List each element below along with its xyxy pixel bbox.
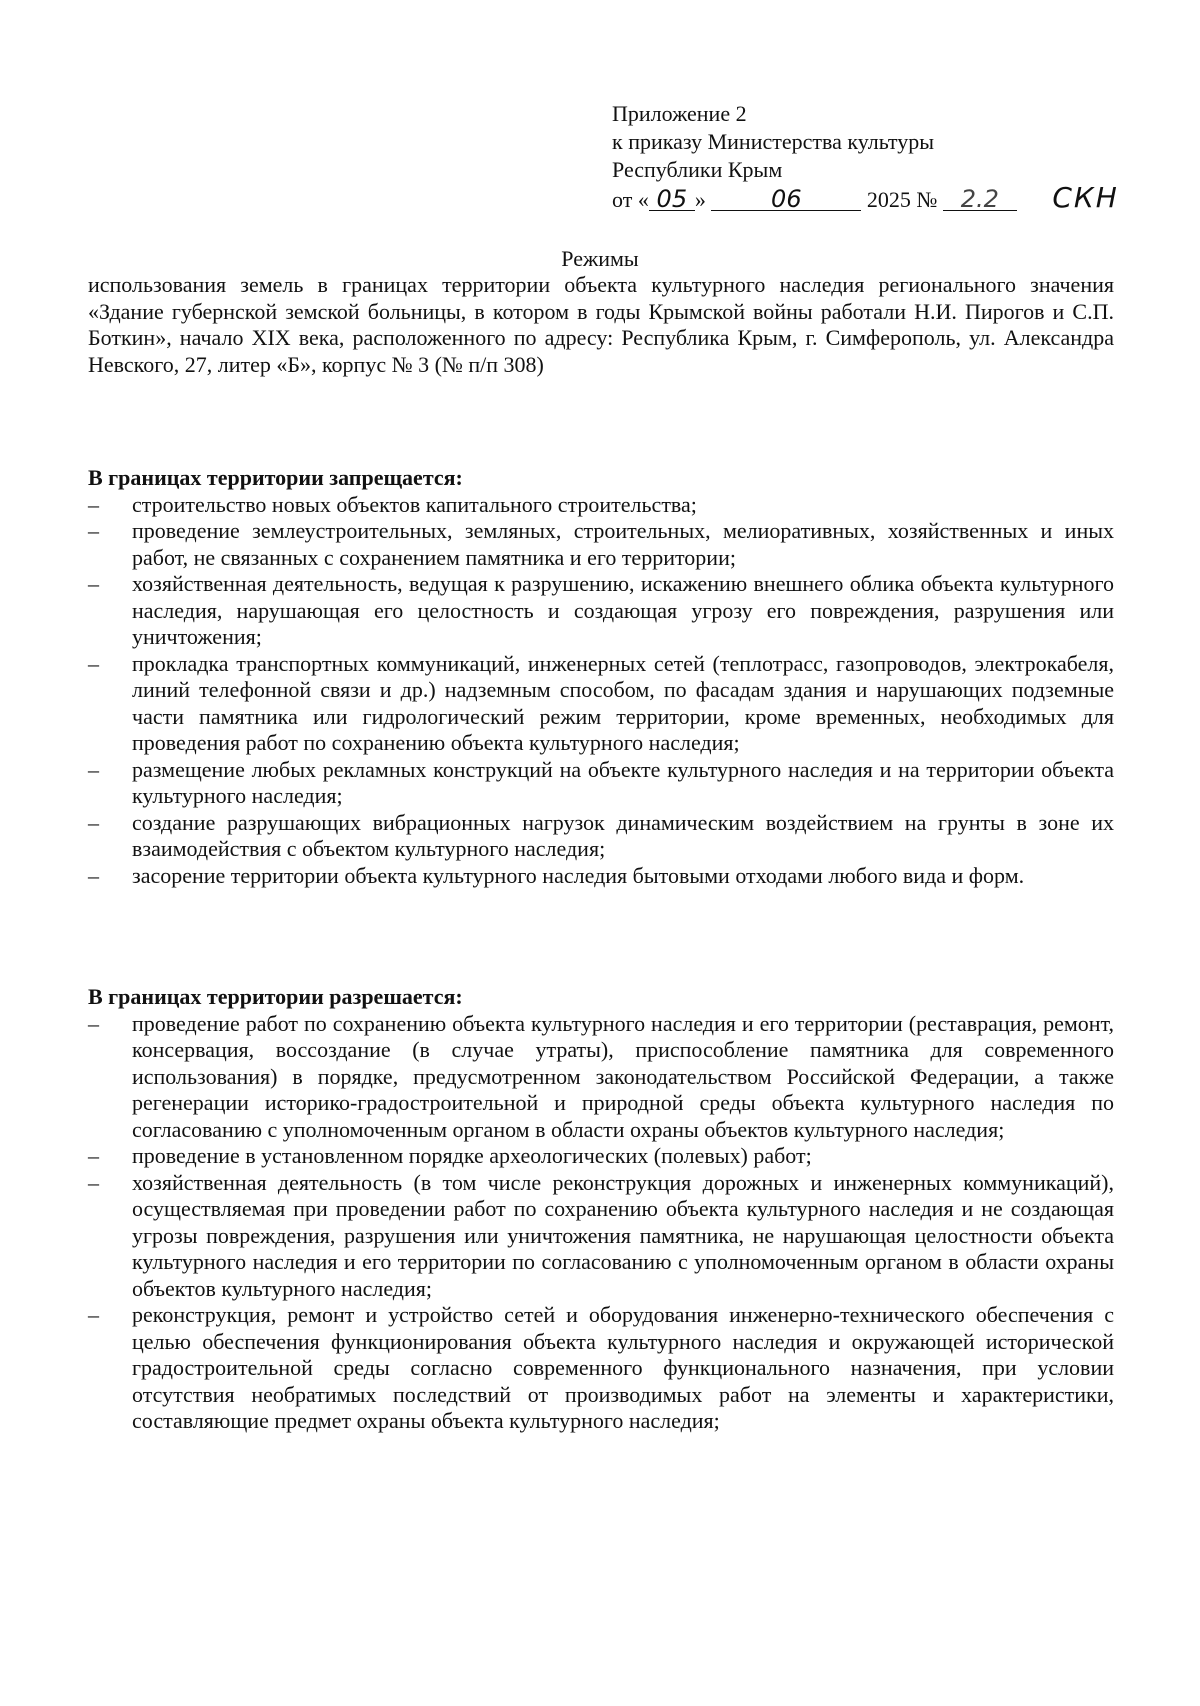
list-item-text: проведение землеустроительных, земляных, строительных, мелиоративных, хозяйственных и иных работ, не связанных с сохранением памятника и его территории; xyxy=(132,518,1114,570)
order-number-handwritten: 2.2 xyxy=(943,188,1017,211)
prohibited-heading: В границах территории запрещается: xyxy=(88,465,463,490)
dash-bullet: – xyxy=(88,491,99,517)
list-item-text: строительство новых объектов капитального строительства; xyxy=(132,491,697,517)
appendix-header xyxy=(612,100,1119,214)
list-item xyxy=(88,518,1114,571)
dash-bullet: – xyxy=(88,862,99,888)
list-item-text: прокладка транспортных коммуникаций, инженерных сетей (теплотрасс, газопроводов, электрокабеля, линий телефонной связи и др.) надземным способом, по фасадам здания и нарушающих подземные части памятника или гидрологический режим территории, кроме временных, необходимых для проведения работ по сохранению объекта культурного наследия; xyxy=(132,650,1114,755)
appendix-line-1: Приложение 2 xyxy=(612,101,747,126)
list-item xyxy=(88,571,1114,651)
dash-bullet: – xyxy=(88,650,99,676)
date-prefix: от « xyxy=(612,187,649,212)
appendix-line-2: к приказу Министерства культуры xyxy=(612,129,935,154)
list-item-text: засорение территории объекта культурного наследия бытовыми отходами любого вида и форм. xyxy=(132,862,1025,888)
list-item-text: реконструкция, ремонт и устройство сетей и оборудования инженерно-технического обеспечения с целью обеспечения функционирования объекта культурного наследия и окружающей исторической градостроительной среды согласно современного функционального назначения, при условии отсутствия необратимых последствий от производимых работ на элементы и характеристики, составляющие предмет охраны объекта культурного наследия; xyxy=(132,1302,1114,1433)
dash-bullet: – xyxy=(88,809,99,835)
dash-bullet: – xyxy=(88,571,99,596)
date-day-handwritten: 05 xyxy=(649,188,695,211)
prohibited-section xyxy=(88,465,1114,889)
list-item xyxy=(88,1143,1114,1170)
list-item-text: создание разрушающих вибрационных нагрузок динамическим воздействием на грунты в зоне их взаимодействия с объектом культурного наследия; xyxy=(132,809,1114,861)
permitted-heading: В границах территории разрешается: xyxy=(88,984,463,1009)
dash-bullet: – xyxy=(88,756,99,782)
list-item xyxy=(88,863,1114,890)
date-month-handwritten: 06 xyxy=(711,188,861,211)
list-item xyxy=(88,810,1114,863)
dash-bullet: – xyxy=(88,1010,99,1036)
list-item-text: хозяйственная деятельность, ведущая к разрушению, искажению внешнего облика объекта культурного наследия, нарушающая его целостность и создающая угрозу его повреждения, разрушения или уничтожения; xyxy=(132,571,1114,649)
list-item xyxy=(88,651,1114,757)
list-item xyxy=(88,1302,1114,1435)
document-title: Режимы xyxy=(561,246,639,271)
prohibited-list xyxy=(88,492,1114,890)
order-number-suffix: СКН xyxy=(1052,181,1119,214)
order-date-line xyxy=(612,181,1119,214)
list-item xyxy=(88,1011,1114,1144)
intro-paragraph: использования земель в границах территории объекта культурного наследия регионального значения «Здание губернской земской больницы, в котором в годы Крымской войны работали Н.И. Пирогов и С.П. Боткин», начало XIX века, расположенного по адресу: Республика Крым, г. Симферополь, ул. Александра Невского, 27, литер «Б», корпус № 3 (№ п/п 308) xyxy=(88,272,1114,377)
list-item xyxy=(88,492,1114,519)
list-item xyxy=(88,757,1114,810)
dash-bullet: – xyxy=(88,1143,99,1168)
appendix-line-3: Республики Крым xyxy=(612,157,783,182)
list-item-text: размещение любых рекламных конструкций на объекте культурного наследия и на территории объекта культурного наследия; xyxy=(132,756,1114,808)
dash-bullet: – xyxy=(88,1302,99,1327)
list-item-text: проведение в установленном порядке археологических (полевых) работ; xyxy=(132,1143,812,1168)
date-year: 2025 № xyxy=(866,187,938,212)
permitted-list xyxy=(88,1011,1114,1435)
list-item-text: проведение работ по сохранению объекта культурного наследия и его территории (реставрация, ремонт, консервация, воссоздание (в случае утраты), приспособление памятника для современного использования) в порядке, предусмотренном законодательством Российской Федерации, а также регенерации историко-градостроительной и природной среды объекта культурного наследия по согласованию с уполномоченным органом в области охраны объектов культурного наследия; xyxy=(132,1010,1114,1142)
dash-bullet: – xyxy=(88,1169,99,1195)
list-item xyxy=(88,1170,1114,1303)
permitted-section xyxy=(88,984,1114,1435)
date-mid: » xyxy=(694,187,706,212)
dash-bullet: – xyxy=(88,518,99,543)
list-item-text: хозяйственная деятельность (в том числе реконструкция дорожных и инженерных коммуникаций), осуществляемая при проведении работ по сохранению объекта культурного наследия и не создающая угрозы повреждения, разрушения или уничтожения памятника, не нарушающая целостности объекта культурного наследия и его территории по согласованию с уполномоченным органом в области охраны объектов культурного наследия; xyxy=(132,1169,1114,1301)
